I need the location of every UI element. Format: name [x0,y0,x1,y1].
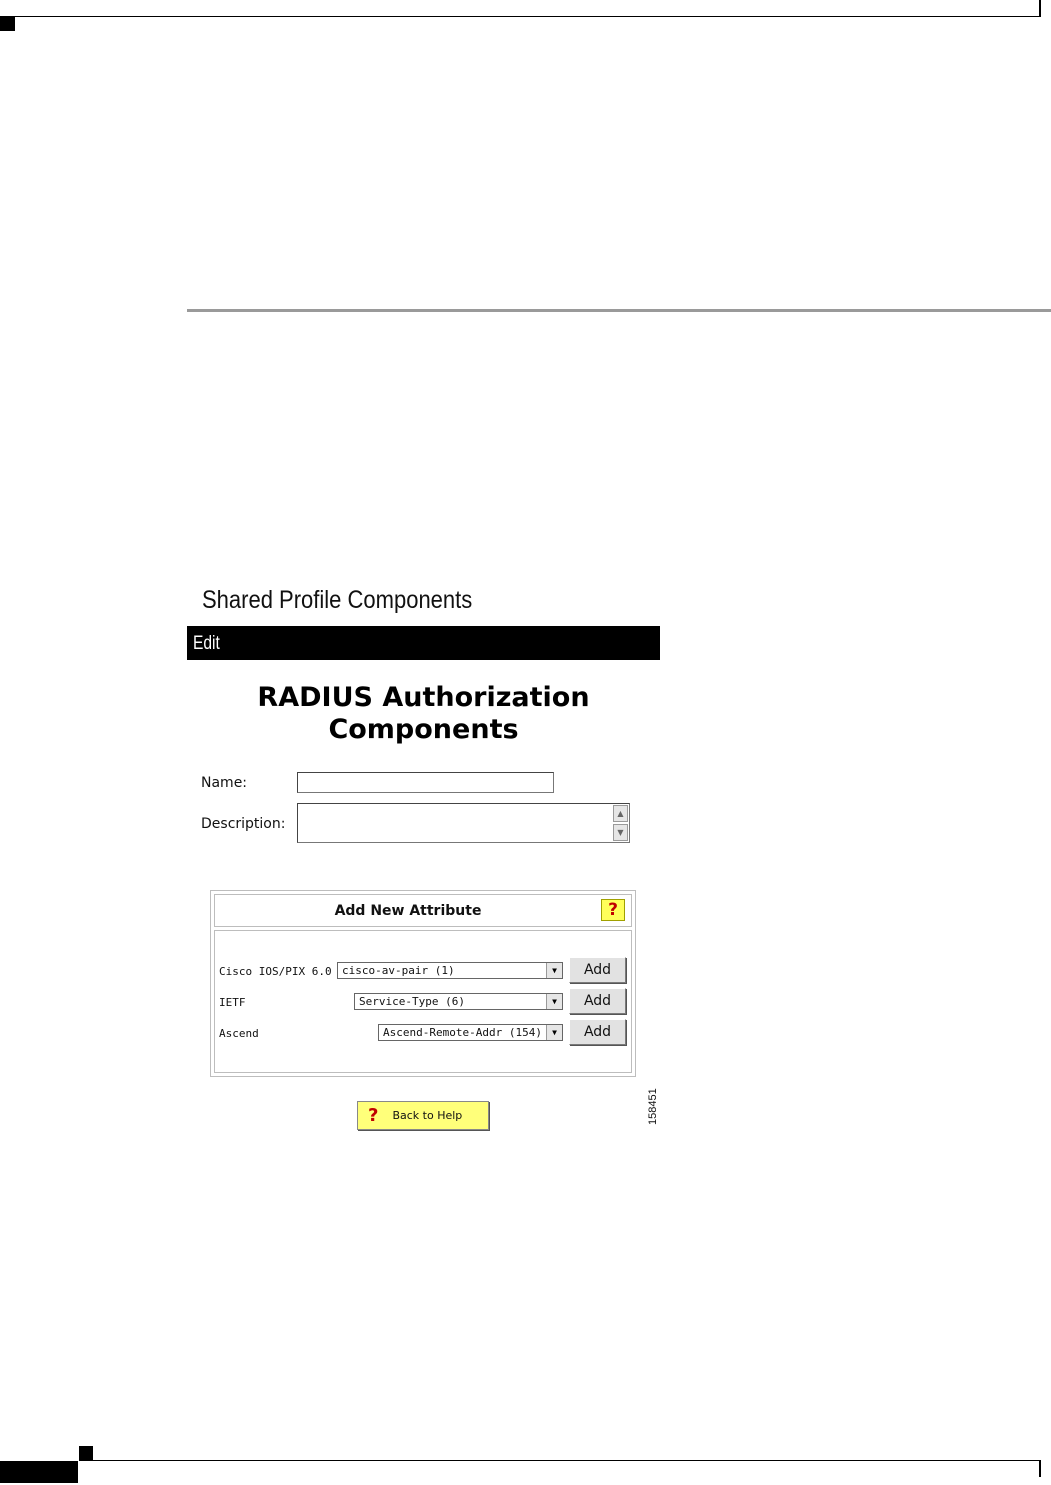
question-mark-icon[interactable]: ? [601,899,625,921]
add-ascend-attribute-button[interactable]: Add [569,1019,626,1045]
top-crop-mark [1039,0,1041,17]
description-label: Description: [201,816,286,832]
ascend-attribute-select[interactable] [378,1024,563,1041]
chevron-down-icon[interactable]: ▼ [546,1025,562,1040]
cisco-attribute-select[interactable] [337,962,563,979]
ietf-attribute-selected: Service-Type (6) [359,995,465,1008]
section-divider [187,309,1051,312]
back-to-help-button[interactable] [357,1101,489,1130]
attribute-row-label-ascend: Ascend [219,1027,259,1040]
top-corner-marker [0,17,15,31]
bottom-page-rule [79,1460,1041,1461]
name-input[interactable] [297,772,554,793]
add-cisco-attribute-button[interactable]: Add [569,957,626,983]
ietf-attribute-select[interactable] [354,993,563,1010]
bottom-crop-mark [1039,1461,1041,1477]
page-heading-line-1: RADIUS Authorization [257,682,590,713]
shared-profile-components-title: Shared Profile Components [202,586,473,614]
bottom-corner-marker [79,1446,93,1460]
page-heading [187,682,660,746]
description-textarea[interactable] [297,803,630,843]
chevron-down-icon[interactable]: ▼ [546,963,562,978]
scroll-down-arrow-icon[interactable]: ▼ [613,824,628,841]
figure-number: 158451 [647,1088,659,1125]
name-label: Name: [201,775,248,791]
back-to-help-label: Back to Help [392,1109,463,1122]
top-page-rule [0,16,1040,17]
page-number-bar [0,1461,78,1483]
attribute-panel-title: Add New Attribute [334,903,482,919]
chevron-down-icon[interactable]: ▼ [546,994,562,1009]
attribute-row-label-cisco: Cisco IOS/PIX 6.0 [219,965,332,978]
question-mark-icon: ? [368,1105,379,1126]
ascend-attribute-selected: Ascend-Remote-Addr (154) [383,1026,542,1039]
cisco-attribute-selected: cisco-av-pair (1) [342,964,455,977]
edit-bar-label: Edit [193,633,220,654]
page-heading-line-2: Components [328,714,519,745]
scroll-up-arrow-icon[interactable]: ▲ [613,805,628,822]
add-ietf-attribute-button[interactable]: Add [569,988,626,1014]
attribute-row-label-ietf: IETF [219,996,246,1009]
edit-bar [187,626,660,660]
